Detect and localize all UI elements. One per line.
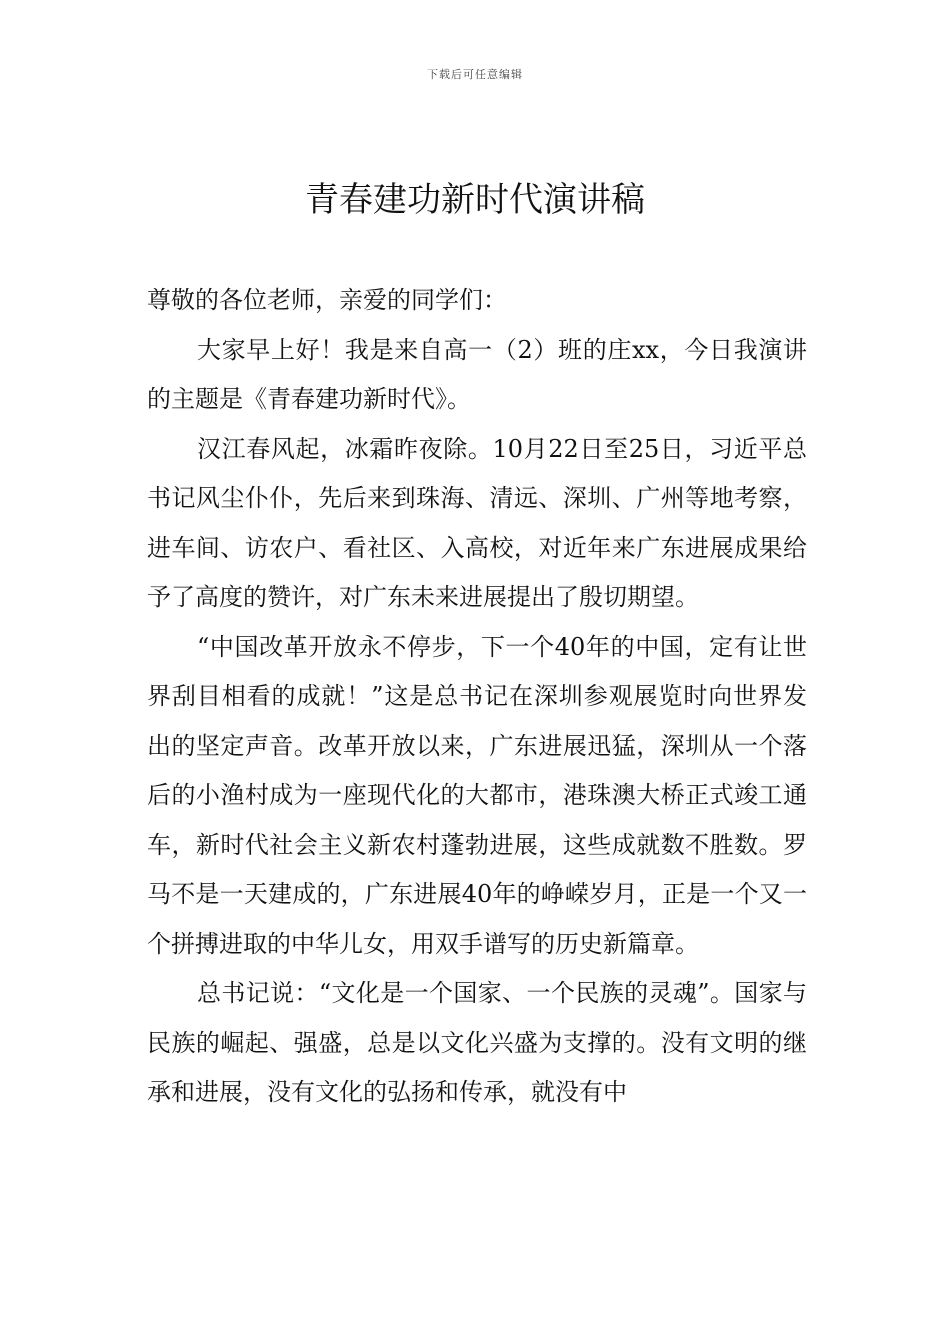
header-note: 下载后可任意编辑 [427, 68, 523, 81]
document-title: 青春建功新时代演讲稿 [305, 180, 645, 220]
salutation-paragraph: 尊敬的各位老师，亲爱的同学们： [147, 286, 507, 314]
body-paragraph-4: 总书记说：“文化是一个国家、一个民族的灵魂”。国家与民族的崛起、强盛，总是以文化兴盛为支撑的。没有文明的继承和进展，没有文化的弘扬和传承，就没有中 [147, 979, 807, 1106]
body-paragraph-3: “中国改革开放永不停步，下一个40年的中国，定有让世界刮目相看的成就！”这是总书记在深圳参观展览时向世界发出的坚定声音。改革开放以来，广东进展迅猛，深圳从一个落后的小渔村成为一座现代化的大都市，港珠澳大桥正式竣工通车，新时代社会主义新农村蓬勃进展，这些成就数不胜数。罗马不是一天建成的，广东进展40年的峥嵘岁月，正是一个又一个拼搏进取的中华儿女，用双手谱写的历史新篇章。 [147, 632, 807, 958]
body-paragraph-1: 大家早上好！我是来自高一（2）班的庄xx，今日我演讲的主题是《青春建功新时代》。 [147, 335, 807, 413]
speech-body [147, 276, 807, 1118]
body-paragraph-2: 汉江春风起，冰霜昨夜除。10月22日至25日，习近平总书记风尘仆仆，先后来到珠海、清远、深圳、广州等地考察，进车间、访农户、看社区、入高校，对近年来广东进展成果给予了高度的赞许，对广东未来进展提出了殷切期望。 [147, 434, 807, 611]
